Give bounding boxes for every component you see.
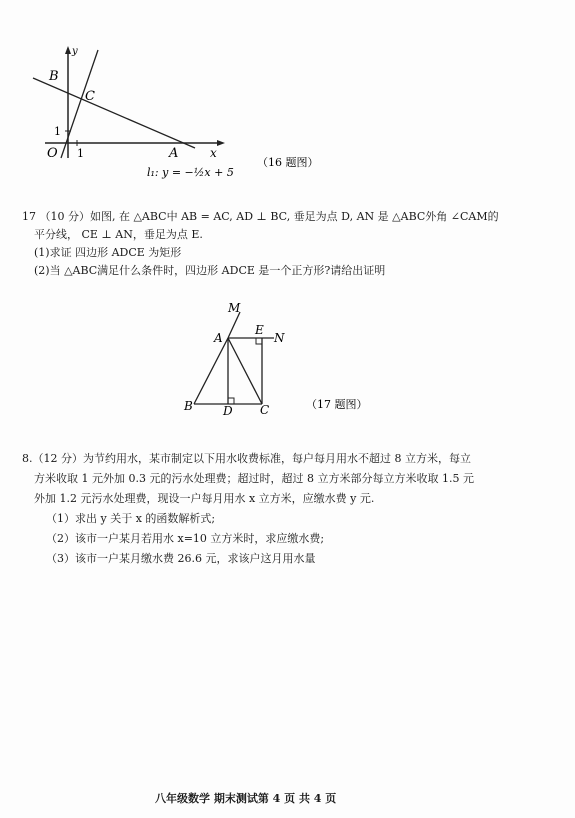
q17-line-3: (1)求证 四边形 ADCE 为矩形: [34, 246, 182, 259]
side-AB: [194, 338, 228, 404]
label-tick-y: 1: [54, 125, 61, 138]
label-A17: A: [214, 331, 223, 345]
caption-16: （16 题图）: [257, 156, 319, 169]
side-AC: [228, 338, 262, 404]
q18-sub-1: （1）求出 y 关于 x 的函数解析式;: [46, 512, 216, 525]
q17-line-2: 平分线， CE ⊥ AN，垂足为点 E.: [34, 228, 203, 241]
label-B: B: [49, 69, 59, 84]
label-M: M: [228, 301, 241, 315]
label-C17: C: [260, 403, 270, 417]
label-y: y: [72, 46, 78, 57]
label-O: O: [47, 146, 58, 161]
right-angle-E: [256, 338, 262, 344]
q17-line-4: (2)当 △ABC满足什么条件时，四边形 ADCE 是一个正方形?请给出证明: [34, 264, 386, 277]
q18-sub-2: （2）该市一户某月若用水 x=10 立方米时，求应缴水费;: [46, 532, 325, 545]
caption-17: （17 题图）: [306, 398, 368, 411]
label-tick-x: 1: [77, 147, 84, 160]
figure-17: [178, 298, 388, 418]
q18-line-2: 方米收取 1 元外加 0.3 元的污水处理费；超过时，超过 8 立方米部分每立方米收取 1.5 元: [34, 472, 474, 485]
label-D: D: [223, 404, 233, 418]
label-A: A: [169, 146, 179, 161]
q18-line-1: 8.（12 分）为节约用水，某市制定以下用水收费标准，每户每月用水不超过 8 立方米，每立: [22, 452, 471, 465]
label-x: x: [210, 146, 217, 160]
y-axis-arrow: [65, 46, 71, 54]
label-N: N: [274, 331, 285, 345]
label-B17: B: [184, 399, 193, 413]
q18-line-3: 外加 1.2 元污水处理费，现设一户每月用水 x 立方米，应缴水费 y 元.: [34, 492, 375, 505]
q18-sub-3: （3）该市一户某月缴水费 26.6 元，求该户这月用水量: [46, 552, 316, 565]
ray-AM: [228, 312, 240, 338]
figure-16: [25, 40, 345, 190]
label-C: C: [85, 89, 95, 104]
x-axis-arrow: [217, 140, 225, 146]
page-footer: 八年级数学 期末测试第 4 页 共 4 页: [155, 792, 337, 805]
equation-l1: l₁: y = −½x + 5: [147, 166, 234, 179]
label-E: E: [255, 323, 264, 337]
q17-line-1: 17 （10 分）如图, 在 △ABC中 AB = AC, AD ⊥ BC, 垂足为点 D, AN 是 △ABC外角 ∠CAM的: [22, 210, 499, 223]
